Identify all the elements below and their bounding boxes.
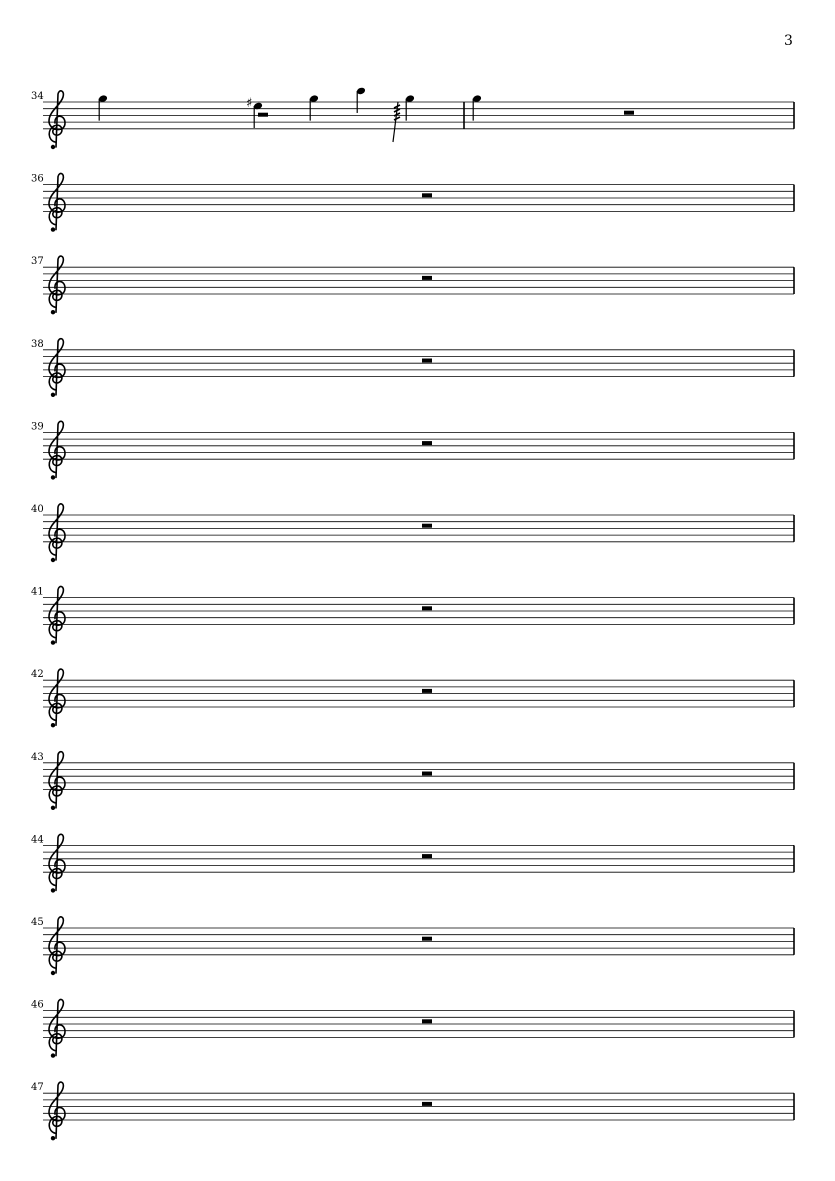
measure-number: 39 <box>31 421 44 433</box>
staff-system <box>31 504 794 562</box>
treble-clef-icon <box>51 971 55 975</box>
whole-rest <box>422 854 432 858</box>
whole-rest <box>624 111 634 115</box>
treble-clef-icon <box>51 310 55 314</box>
tremolo-mark <box>394 117 400 120</box>
measure-number: 44 <box>31 834 44 846</box>
treble-clef-icon <box>49 834 65 890</box>
treble-clef-icon <box>51 145 55 149</box>
treble-clef-icon <box>51 393 55 397</box>
treble-clef-icon <box>51 723 55 727</box>
page-number: 3 <box>784 33 793 49</box>
sharp-icon: ♯ <box>246 96 253 111</box>
measure-number: 34 <box>31 91 44 102</box>
treble-clef-icon <box>51 1053 55 1057</box>
treble-clef-icon <box>51 475 55 479</box>
measure-number: 43 <box>31 751 44 763</box>
treble-clef-icon <box>51 888 55 892</box>
treble-clef-icon <box>49 91 65 147</box>
treble-clef-icon <box>49 504 65 560</box>
measure-number: 42 <box>31 669 44 681</box>
treble-clef-icon <box>51 640 55 644</box>
treble-clef-icon <box>49 256 65 312</box>
staff-system <box>31 917 794 975</box>
measure-number: 41 <box>31 586 44 598</box>
measure-number: 36 <box>31 173 44 185</box>
treble-clef-icon <box>49 586 65 642</box>
staff-system <box>31 173 794 231</box>
measure-number: 47 <box>31 1082 44 1094</box>
staff-system <box>31 999 794 1057</box>
treble-clef-icon <box>49 669 65 725</box>
treble-clef-icon <box>49 173 65 229</box>
staff-system <box>31 669 794 727</box>
staff-system <box>31 834 794 892</box>
staff-system <box>31 752 794 810</box>
whole-rest <box>422 1019 432 1023</box>
treble-clef-icon <box>51 558 55 562</box>
treble-clef-icon <box>49 339 65 395</box>
staff-system <box>31 87 794 150</box>
staff-system <box>31 339 794 397</box>
measure-number: 40 <box>31 504 44 515</box>
staff-system <box>31 421 794 479</box>
treble-clef-icon <box>49 421 65 477</box>
treble-clef-icon <box>49 752 65 808</box>
treble-clef-icon <box>49 999 65 1055</box>
whole-rest <box>422 606 432 610</box>
whole-rest <box>422 359 432 363</box>
whole-rest <box>422 689 432 693</box>
whole-rest <box>422 772 432 776</box>
staff-system <box>31 586 794 644</box>
treble-clef-icon <box>49 1082 65 1138</box>
whole-rest <box>422 937 432 941</box>
whole-rest <box>422 1102 432 1106</box>
whole-rest <box>422 524 432 528</box>
measure-number: 45 <box>31 917 44 928</box>
staff-system <box>31 256 794 314</box>
whole-rest <box>422 276 432 280</box>
whole-rest <box>422 441 432 445</box>
treble-clef-icon <box>49 917 65 973</box>
whole-rest <box>422 193 432 197</box>
measure-number: 37 <box>31 256 44 268</box>
treble-clef-icon <box>51 227 55 231</box>
measure-number: 46 <box>31 999 44 1011</box>
whole-rest <box>258 113 268 117</box>
measure-number: 38 <box>31 338 44 350</box>
treble-clef-icon <box>51 1136 55 1140</box>
treble-clef-icon <box>51 806 55 810</box>
staff-system <box>31 1082 794 1140</box>
